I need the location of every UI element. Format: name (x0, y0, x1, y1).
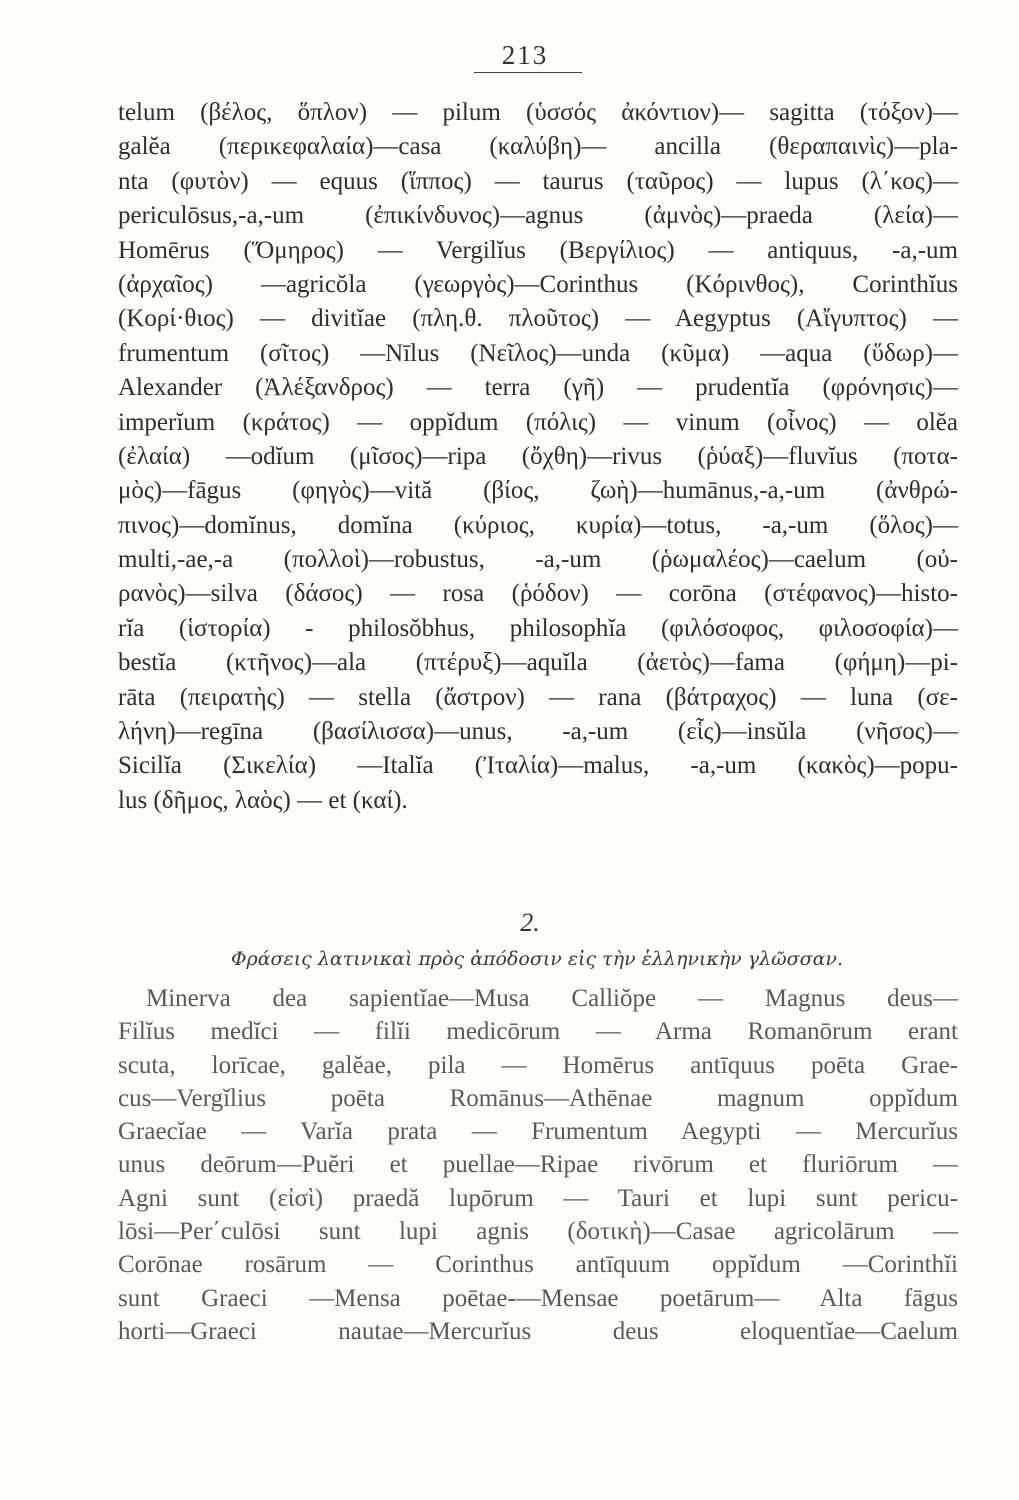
vocabulary-line: bestĭa (κτῆνος)—ala (πτέρυξ)—aquĭla (ἀετὸς)—fama (φήμη)—pi- (118, 649, 958, 677)
vocabulary-line: πινος)—domĭnus, domĭna (κύριος, κυρία)—totus, -a,-um (ὅλος)— (118, 511, 958, 539)
phrase-line: Corōnae rosārum — Corinthus antīquum oppĭdum —Corinthĭi (118, 1251, 958, 1279)
phrase-line: horti—Graeci nautae—Mercurĭus deus eloquentĭae—Caelum (118, 1317, 958, 1345)
phrase-line: unus deōrum—Puĕri et puellae—Ripae rivōrum et fluriōrum — (118, 1151, 958, 1179)
section-number: 2. (520, 908, 540, 937)
phrase-line: scuta, lorīcae, galĕae, pila — Homērus antīquus poēta Grae- (118, 1051, 958, 1079)
vocabulary-line: Alexander (Ἀλέξανδρος) — terra (γῆ) — prudentĭa (φρόνησις)— (118, 374, 958, 402)
phrase-line: Agni sunt (εἰσὶ) praedă lupōrum — Tauri et lupi sunt pericu- (118, 1184, 958, 1212)
vocabulary-line: telum (βέλος, ὅπλον) — pilum (ὑσσός ἀκόντιον)— sagitta (τόξον)— (118, 99, 958, 126)
vocabulary-line: (Κορί·θιος) — divitĭae (πλη.θ. πλοῦτος) — Aegyptus (Αἴγυπτος) — (118, 305, 958, 333)
phrase-line: cus—Vergĭlius poēta Romānus—Athēnae magnum oppĭdum (118, 1084, 958, 1112)
phrase-line: sunt Graeci —Mensa poētae-—Mensae poetārum— Alta fāgus (118, 1284, 958, 1312)
vocabulary-line: Homērus (Ὅμηρος) — Vergilĭus (Βεργίλιος) — antiquus, -a,-um (118, 236, 958, 264)
vocabulary-line: frumentum (σῖτος) —Nīlus (Νεῖλος)—unda (κῦμα) —aqua (ὕδωρ)— (118, 339, 958, 367)
vocabulary-line: lus (δῆμος, λαὸς) — et (καί). (118, 786, 408, 814)
vocabulary-line: periculōsus,-a,-um (ἐπικίνδυνος)—agnus (ἀμνὸς)—praeda (λεία)— (118, 202, 958, 230)
page-number: 213 (501, 40, 549, 70)
phrase-line: Graecĭae — Varĭa prata — Frumentum Aegypti — Mercurĭus (118, 1118, 958, 1146)
vocabulary-line: (ἐλαία) —odĭum (μῖσος)—ripa (ὄχθη)—rivus (ῥύαξ)—fluvĭus (ποτα- (118, 442, 958, 470)
vocabulary-list (118, 96, 958, 818)
vocabulary-line: rāta (πειρατὴς) — stella (ἄστρον) — rana (βάτραχος) — luna (σε- (118, 683, 958, 711)
phrase-line: lōsi—Per΄culōsi sunt lupi agnis (δοτικὴ)—Casae agricolārum — (118, 1218, 958, 1246)
phrase-line: Filĭus medĭci — filĭi medicōrum — Arma Romanōrum erant (118, 1018, 958, 1046)
vocabulary-line: λήνη)—regīna (βασίλισσα)—unus, -a,-um (εἷς)—insŭla (νῆσος)— (118, 718, 958, 746)
phrase-line: Minerva dea sapientĭae—Musa Calliŏpe — Magnus deus— (146, 985, 958, 1012)
vocabulary-line: multi,-ae,-a (πολλοὶ)—robustus, -a,-um (ῥωμαλέος)—caelum (οὐ- (118, 546, 958, 574)
vocabulary-line: nta (φυτὸν) — equus (ἵππος) — taurus (ταῦρος) — lupus (λ΄κος)— (118, 167, 958, 195)
vocabulary-line: μὸς)—fāgus (φηγὸς)—vită (βίος, ζωὴ)—humānus,-a,-um (ἀνθρώ- (118, 477, 958, 505)
vocabulary-line: ρανὸς)—silva (δάσος) — rosa (ῥόδον) — corōna (στέφανος)—histo- (118, 580, 958, 608)
vocabulary-line: galĕa (περικεφαλαία)—casa (καλύβη)— ancilla (θεραπαινὶς)—pla- (118, 133, 958, 161)
vocabulary-line: (ἀρχαῖος) —agricŏla (γεωργὸς)—Corinthus (Κόρινθος), Corinthĭus (118, 270, 958, 298)
page-number-rule (474, 72, 582, 73)
vocabulary-line: rĭa (ἱστορία) - philosŏbhus, philosophĭa (φιλόσοφος, φιλοσοφία)— (118, 614, 958, 642)
section-title: Φράσεις λατινικαὶ πρὸς ἀπόδοσιν εἰς τὴν ἑλληνικὴν γλῶσσαν. (230, 948, 844, 970)
vocabulary-line: imperĭum (κράτος) — oppĭdum (πόλις) — vinum (οἶνος) — olĕa (118, 408, 958, 436)
phrases-paragraph (118, 982, 958, 1348)
vocabulary-line: Sicilĭa (Σικελία) —Italĭa (Ἰταλία)—malus, -a,-um (κακὸς)—popu- (118, 752, 958, 780)
